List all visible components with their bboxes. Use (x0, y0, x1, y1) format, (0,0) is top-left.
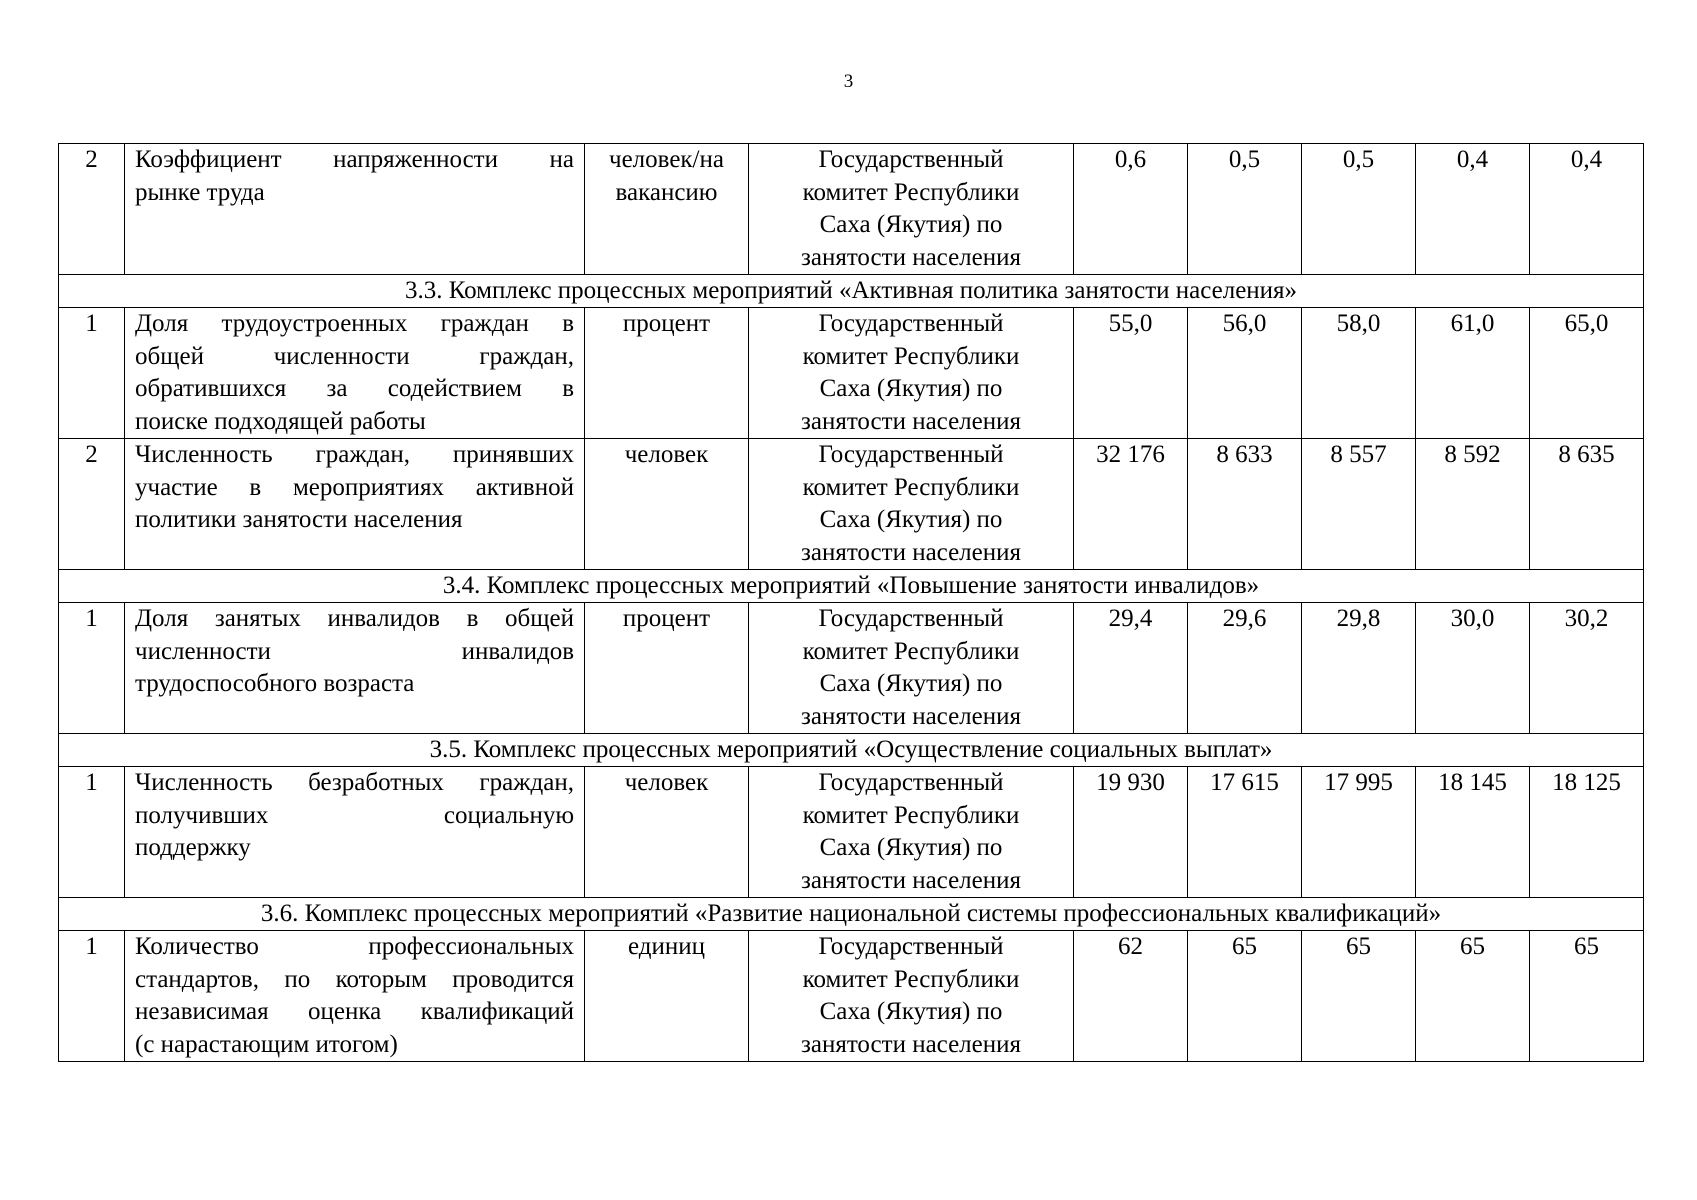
indicator-name-line: обратившихся за содействием в (135, 375, 574, 402)
indicator-name-line: стандартов, по которым проводится (135, 965, 574, 993)
indicator-value-year-1: 55,0 (1074, 308, 1188, 439)
indicator-name (125, 439, 585, 570)
indicator-value-year-1: 62 (1074, 931, 1188, 1062)
responsible-line: Саха (Якутия) по (819, 211, 1003, 238)
responsible-line: Саха (Якутия) по (819, 375, 1003, 402)
indicator-value-year-3: 8 557 (1302, 439, 1416, 570)
indicator-value-year-4: 65 (1416, 931, 1530, 1062)
indicator-value-year-4: 0,4 (1416, 144, 1530, 275)
indicator-value-year-4: 61,0 (1416, 308, 1530, 439)
responsible-line: комитет Республики (802, 178, 1020, 206)
indicator-name-line: Численность безработных граждан, (135, 769, 574, 796)
responsible-body (749, 767, 1074, 898)
indicator-value-year-1: 0,6 (1074, 144, 1188, 275)
section-title: 3.4. Комплекс процессных мероприятий «Повышение занятости инвалидов» (59, 570, 1644, 603)
unit-of-measure (585, 603, 749, 734)
responsible-line: Саха (Якутия) по (819, 670, 1003, 697)
indicator-value-year-1: 19 930 (1074, 767, 1188, 898)
unit-line: единиц (627, 933, 705, 960)
responsible-line: комитет Республики (802, 965, 1020, 993)
page-number: 3 (843, 71, 854, 92)
indicator-value-year-3: 58,0 (1302, 308, 1416, 439)
indicator-row (59, 439, 1644, 570)
responsible-line: комитет Республики (802, 342, 1020, 370)
indicator-value-year-3: 65 (1302, 931, 1416, 1062)
indicator-name-line: участие в мероприятиях активной (135, 473, 574, 501)
responsible-line: Государственный (818, 933, 1004, 960)
indicator-value-year-3: 0,5 (1302, 144, 1416, 275)
indicator-value-year-4: 30,0 (1416, 603, 1530, 734)
indicator-row (59, 308, 1644, 439)
unit-of-measure (585, 144, 749, 275)
indicator-name (125, 603, 585, 734)
unit-of-measure (585, 931, 749, 1062)
indicator-value-year-1: 32 176 (1074, 439, 1188, 570)
row-number: 2 (59, 144, 125, 275)
indicator-name (125, 931, 585, 1062)
row-number: 1 (59, 603, 125, 734)
indicator-name-line: численности инвалидов (135, 637, 574, 665)
indicator-value-year-2: 0,5 (1188, 144, 1302, 275)
unit-of-measure (585, 767, 749, 898)
unit-line: вакансию (615, 178, 718, 206)
unit-of-measure (585, 439, 749, 570)
responsible-line: Саха (Якутия) по (819, 834, 1003, 861)
unit-line: процент (622, 310, 711, 337)
indicators-table (58, 143, 1644, 1062)
responsible-line: занятости населения (800, 407, 1022, 435)
indicator-name-line: (с нарастающим итогом) (135, 1030, 398, 1058)
indicator-value-year-5: 8 635 (1530, 439, 1644, 570)
row-number: 1 (59, 767, 125, 898)
indicator-value-year-2: 29,6 (1188, 603, 1302, 734)
indicator-value-year-5: 0,4 (1530, 144, 1644, 275)
indicator-name-line: общей численности граждан, (135, 342, 574, 370)
responsible-line: Государственный (818, 769, 1004, 796)
section-title: 3.6. Комплекс процессных мероприятий «Развитие национальной системы профессиональных квалификаций» (59, 898, 1644, 931)
responsible-line: Саха (Якутия) по (819, 998, 1003, 1025)
indicator-name-line: Коэффициент напряженности на (135, 146, 574, 173)
section-header-row (59, 734, 1644, 767)
indicator-name (125, 767, 585, 898)
indicator-name-line: трудоспособного возраста (135, 670, 415, 697)
indicator-name-line: рынке труда (135, 178, 265, 206)
section-header-row (59, 898, 1644, 931)
indicator-value-year-4: 8 592 (1416, 439, 1530, 570)
indicator-value-year-1: 29,4 (1074, 603, 1188, 734)
unit-line: человек (624, 769, 709, 796)
row-number: 2 (59, 439, 125, 570)
responsible-line: Саха (Якутия) по (819, 506, 1003, 533)
indicator-value-year-5: 18 125 (1530, 767, 1644, 898)
indicator-value-year-2: 8 633 (1188, 439, 1302, 570)
indicator-value-year-4: 18 145 (1416, 767, 1530, 898)
unit-of-measure (585, 308, 749, 439)
indicator-value-year-3: 29,8 (1302, 603, 1416, 734)
responsible-body (749, 439, 1074, 570)
indicator-name-line: Численность граждан, принявших (135, 441, 574, 468)
indicator-value-year-5: 65 (1530, 931, 1644, 1062)
unit-line: процент (622, 605, 711, 632)
row-number: 1 (59, 931, 125, 1062)
responsible-body (749, 931, 1074, 1062)
indicator-row (59, 603, 1644, 734)
section-header-row (59, 570, 1644, 603)
indicator-name-line: Доля трудоустроенных граждан в (135, 310, 574, 337)
indicator-name-line: поиске подходящей работы (135, 407, 426, 435)
indicator-name-line: поддержку (135, 834, 251, 861)
indicator-row (59, 931, 1644, 1062)
responsible-body (749, 144, 1074, 275)
responsible-line: Государственный (818, 441, 1004, 468)
indicator-row (59, 144, 1644, 275)
indicator-value-year-3: 17 995 (1302, 767, 1416, 898)
responsible-body (749, 308, 1074, 439)
unit-line: человек (624, 441, 709, 468)
indicator-value-year-2: 56,0 (1188, 308, 1302, 439)
responsible-line: Государственный (818, 310, 1004, 337)
responsible-line: комитет Республики (802, 637, 1020, 665)
indicator-value-year-5: 65,0 (1530, 308, 1644, 439)
indicator-row (59, 767, 1644, 898)
responsible-line: занятости населения (800, 866, 1022, 894)
responsible-line: занятости населения (800, 538, 1022, 566)
indicator-value-year-2: 17 615 (1188, 767, 1302, 898)
indicator-value-year-5: 30,2 (1530, 603, 1644, 734)
responsible-line: Государственный (818, 605, 1004, 632)
responsible-line: занятости населения (800, 702, 1022, 730)
row-number: 1 (59, 308, 125, 439)
section-title: 3.5. Комплекс процессных мероприятий «Осуществление социальных выплат» (59, 734, 1644, 767)
indicator-name (125, 144, 585, 275)
responsible-body (749, 603, 1074, 734)
responsible-line: комитет Республики (802, 801, 1020, 829)
section-header-row (59, 275, 1644, 308)
indicator-value-year-2: 65 (1188, 931, 1302, 1062)
indicator-name-line: Количество профессиональных (135, 933, 574, 960)
section-title: 3.3. Комплекс процессных мероприятий «Активная политика занятости населения» (59, 275, 1644, 308)
responsible-line: занятости населения (800, 243, 1022, 271)
indicator-name-line: получивших социальную (135, 801, 574, 829)
indicator-name-line: Доля занятых инвалидов в общей (135, 605, 574, 632)
unit-line: человек/на (609, 146, 724, 173)
indicator-name (125, 308, 585, 439)
responsible-line: комитет Республики (802, 473, 1020, 501)
responsible-line: Государственный (818, 146, 1004, 173)
indicator-name-line: независимая оценка квалификаций (135, 998, 574, 1025)
indicator-name-line: политики занятости населения (135, 506, 463, 533)
responsible-line: занятости населения (800, 1030, 1022, 1058)
